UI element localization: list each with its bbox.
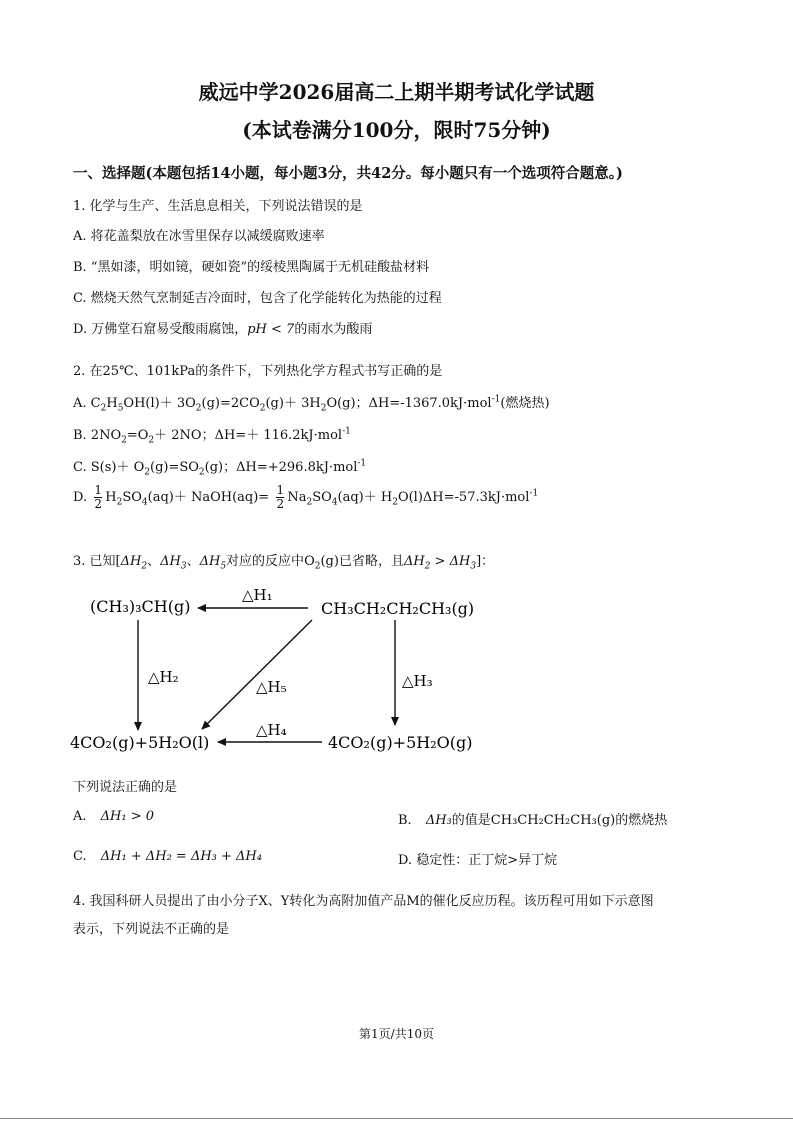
- q2-c-part: C. S(s)＋ O: [73, 460, 145, 475]
- q2-d-sub: 4: [141, 497, 148, 508]
- q2-d-sub: 2: [306, 497, 313, 508]
- q2-a-part: O(g)；ΔH=-1367.0kJ·mol: [326, 396, 492, 411]
- q2-d-sub: 4: [331, 497, 338, 508]
- products-gas-label: 4CO₂(g)+5H₂O(g): [328, 733, 473, 752]
- q2-stem: 2. 在25℃、101kPa的条件下，下列热化学方程式书写正确的是: [73, 364, 443, 379]
- page-bottom-rule: [0, 1118, 793, 1119]
- q2-option-a: [73, 392, 550, 414]
- q1-d-text: D. 万佛堂石窟易受酸雨腐蚀，: [73, 322, 248, 337]
- q2-a-part: OH(l)＋ 3O: [123, 396, 196, 411]
- q3-stem-part: ]：: [476, 554, 495, 569]
- q2-a-sub: 2: [259, 403, 266, 414]
- q2-a-part: A. C: [73, 396, 101, 411]
- q3-stem-math: ΔH: [160, 554, 181, 569]
- q2-a-part: (g)=2CO: [201, 396, 260, 411]
- q4-stem-line1: 4. 我国科研人员提出了由小分子X、Y转化为高附加值产品M的催化反应历程。该历程可用如下示意图: [73, 894, 654, 909]
- q2-b-sub: 2: [148, 435, 155, 446]
- isobutane-label: (CH₃)₃CH(g): [90, 597, 191, 616]
- frac-num: 1: [94, 483, 103, 497]
- q2-b-part: B. 2NO: [73, 428, 122, 443]
- q2-d-fraction: [94, 484, 102, 511]
- q3-stem-part: 3. 已知[: [73, 554, 121, 569]
- q3-stem-math: ΔH: [199, 554, 221, 569]
- q2-c-sup: -1: [357, 458, 367, 469]
- q2-b-sub: 2: [121, 435, 127, 446]
- q3-option-c: [73, 849, 262, 864]
- q3-stem-part: 、: [186, 554, 200, 569]
- q3-c-label: C.: [73, 849, 87, 864]
- q3-a-math: ΔH₁ > 0: [100, 809, 155, 824]
- q1-d-tail: 的雨水为酸雨: [294, 322, 373, 337]
- q2-c-part: (g)；ΔH=+296.8kJ·mol: [204, 460, 358, 475]
- q3-stem-part: 已省略，且: [338, 554, 404, 569]
- q4-stem-line2: 表示，下列说法不正确的是: [73, 922, 230, 937]
- q3-stem-sub: 2: [424, 561, 431, 572]
- q3-stem-math: ΔH: [449, 554, 471, 569]
- q2-option-b: [73, 424, 351, 446]
- section-heading: 一、选择题(本题包括14小题，每小题3分，共42分。每小题只有一个选项符合题意。): [73, 165, 623, 182]
- q3-stem-part: 、: [147, 554, 161, 569]
- q3-b-label: B.: [398, 813, 412, 828]
- frac-num: 1: [276, 483, 285, 497]
- q3-stem-math: ΔH: [120, 554, 142, 569]
- q2-a-sub: 2: [100, 403, 107, 414]
- q3-option-a: [73, 809, 154, 824]
- q2-a-sub: 2: [195, 403, 202, 414]
- q3-stem-sub: 3: [470, 561, 477, 572]
- dh5-label: △H₅: [256, 678, 287, 696]
- q2-d-part: SO: [312, 490, 332, 505]
- butane-label: CH₃CH₂CH₂CH₃(g): [321, 599, 475, 618]
- q2-option-d: [73, 484, 538, 511]
- q3-stem-sub: 5: [220, 561, 227, 572]
- q3-stem-part: (g): [320, 554, 339, 569]
- q2-d-part: H: [105, 490, 117, 505]
- q3-option-d: D. 稳定性：正丁烷>异丁烷: [398, 853, 558, 868]
- q2-d-sup: -1: [529, 488, 539, 499]
- q3-b-text: 的值是: [451, 813, 491, 828]
- q2-d-part: (aq)＋ H: [337, 490, 393, 505]
- q2-c-sub: 2: [198, 467, 205, 478]
- q3-stem-math: ΔH: [403, 554, 425, 569]
- frac-den: 2: [276, 497, 285, 511]
- q1-d-math: pH < 7: [247, 322, 295, 337]
- q2-a-sup: -1: [491, 394, 501, 405]
- q1-option-d: [73, 318, 372, 337]
- q3-stem-part: 对应的反应中: [226, 554, 305, 569]
- products-liquid-label: 4CO₂(g)+5H₂O(l): [70, 733, 210, 752]
- q2-b-sup: -1: [342, 426, 351, 437]
- q2-c-sub: 2: [144, 467, 150, 478]
- q3-stem-part: O: [304, 554, 315, 569]
- q2-d-sub: 2: [116, 497, 123, 508]
- q3-stem-sub: 2: [314, 561, 321, 572]
- q3-stem: [73, 550, 494, 572]
- q3-prompt: 下列说法正确的是: [73, 780, 178, 795]
- q2-c-part: (g)=SO: [150, 460, 199, 475]
- q3-c-math: ΔH₁ + ΔH₂ = ΔH₃ + ΔH₄: [100, 849, 262, 864]
- q1-option-c: C. 燃烧天然气烹制延吉冷面时，包含了化学能转化为热能的过程: [73, 291, 442, 306]
- frac-den: 2: [94, 497, 103, 511]
- page-footer: 第1页/共10页: [359, 1027, 434, 1041]
- q2-b-part: =O: [126, 428, 149, 443]
- q2-a-sub: 2: [320, 403, 327, 414]
- q3-stem-sub: 2: [141, 561, 148, 572]
- q2-b-part: ＋ 2NO；ΔH=＋ 116.2kJ·mol: [154, 428, 343, 443]
- q1-option-b: B. “黑如漆，明如镜，硬如瓷”的绥棱黑陶属于无机硅酸盐材料: [73, 260, 430, 275]
- dh3-label: △H₃: [402, 672, 433, 690]
- q3-enthalpy-diagram: [60, 578, 480, 763]
- q1-option-a: A. 将花盖梨放在冰雪里保存以减缓腐败速率: [73, 229, 325, 244]
- q2-d-part: D.: [73, 490, 88, 505]
- q3-a-label: A.: [73, 809, 87, 824]
- q3-b-math: ΔH₃: [425, 813, 452, 828]
- q2-d-part: Na: [287, 490, 307, 505]
- q1-stem: 1. 化学与生产、生活息息相关，下列说法错误的是: [73, 199, 363, 214]
- dh5-arrow: [202, 620, 312, 729]
- q2-a-part: H: [106, 396, 118, 411]
- q2-a-part: (燃烧热): [500, 396, 550, 411]
- dh1-label: △H₁: [242, 586, 273, 604]
- q2-d-fraction: [276, 484, 284, 511]
- q3-b-formula: CH₃CH₂CH₂CH₃(g): [490, 813, 616, 828]
- q3-stem-sub: 3: [180, 561, 187, 572]
- q3-option-b: [398, 809, 667, 828]
- page-subtitle: (本试卷满分100分，限时75分钟): [242, 118, 551, 142]
- page-title: 威远中学2026届高二上期半期考试化学试题: [198, 80, 595, 104]
- q2-d-part: (aq)＋ NaOH(aq)=: [147, 490, 270, 505]
- q2-a-sub: 5: [117, 403, 124, 414]
- dh4-label: △H₄: [256, 721, 287, 739]
- q3-stem-part: >: [430, 554, 450, 569]
- q2-d-sub: 2: [392, 497, 398, 508]
- q2-a-part: (g)＋ 3H: [265, 396, 321, 411]
- dh2-label: △H₂: [148, 668, 179, 686]
- q2-d-part: SO: [122, 490, 142, 505]
- q3-b-text: 的燃烧热: [615, 813, 668, 828]
- q2-option-c: [73, 456, 366, 478]
- q2-d-part: O(l)ΔH=-57.3kJ·mol: [397, 490, 530, 505]
